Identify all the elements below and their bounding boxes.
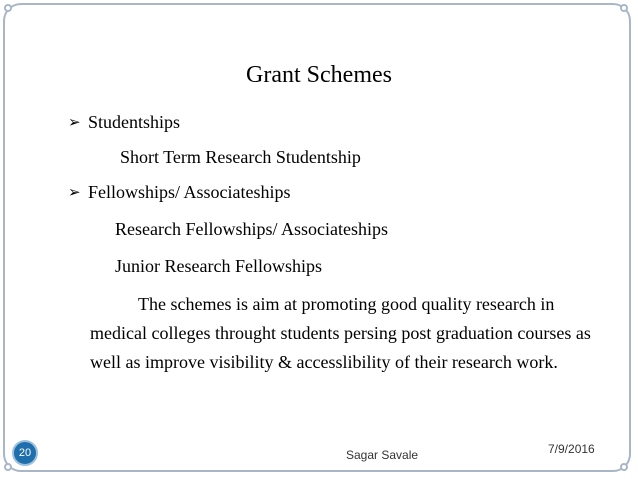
arrow-bullet-icon: ➢ xyxy=(68,183,81,201)
bullet-item-studentships: Studentships xyxy=(88,112,181,132)
footer-author: Sagar Savale xyxy=(346,448,419,462)
bullet-item-fellowships: Fellowships/ Associateships xyxy=(88,182,291,202)
frame-corner-dot xyxy=(620,4,628,12)
page-number-badge: 20 xyxy=(12,440,38,466)
sub-item-short-term-studentship: Short Term Research Studentship xyxy=(120,147,361,167)
frame-corner-dot xyxy=(4,4,12,12)
description-paragraph xyxy=(90,290,610,377)
sub-item-research-fellowships: Research Fellowships/ Associateships xyxy=(115,219,388,239)
frame-corner-dot xyxy=(4,463,12,471)
arrow-bullet-icon: ➢ xyxy=(68,113,81,131)
frame-corner-dot xyxy=(620,463,628,471)
description-text: The schemes is aim at promoting good quality research in medical colleges throught students persing post graduation courses as well as improve visibility & accesslibility of their research work. xyxy=(90,294,591,372)
sub-item-junior-research-fellowships: Junior Research Fellowships xyxy=(115,256,322,276)
slide-title: Grant Schemes xyxy=(246,62,392,88)
footer-date: 7/9/2016 xyxy=(548,442,595,456)
